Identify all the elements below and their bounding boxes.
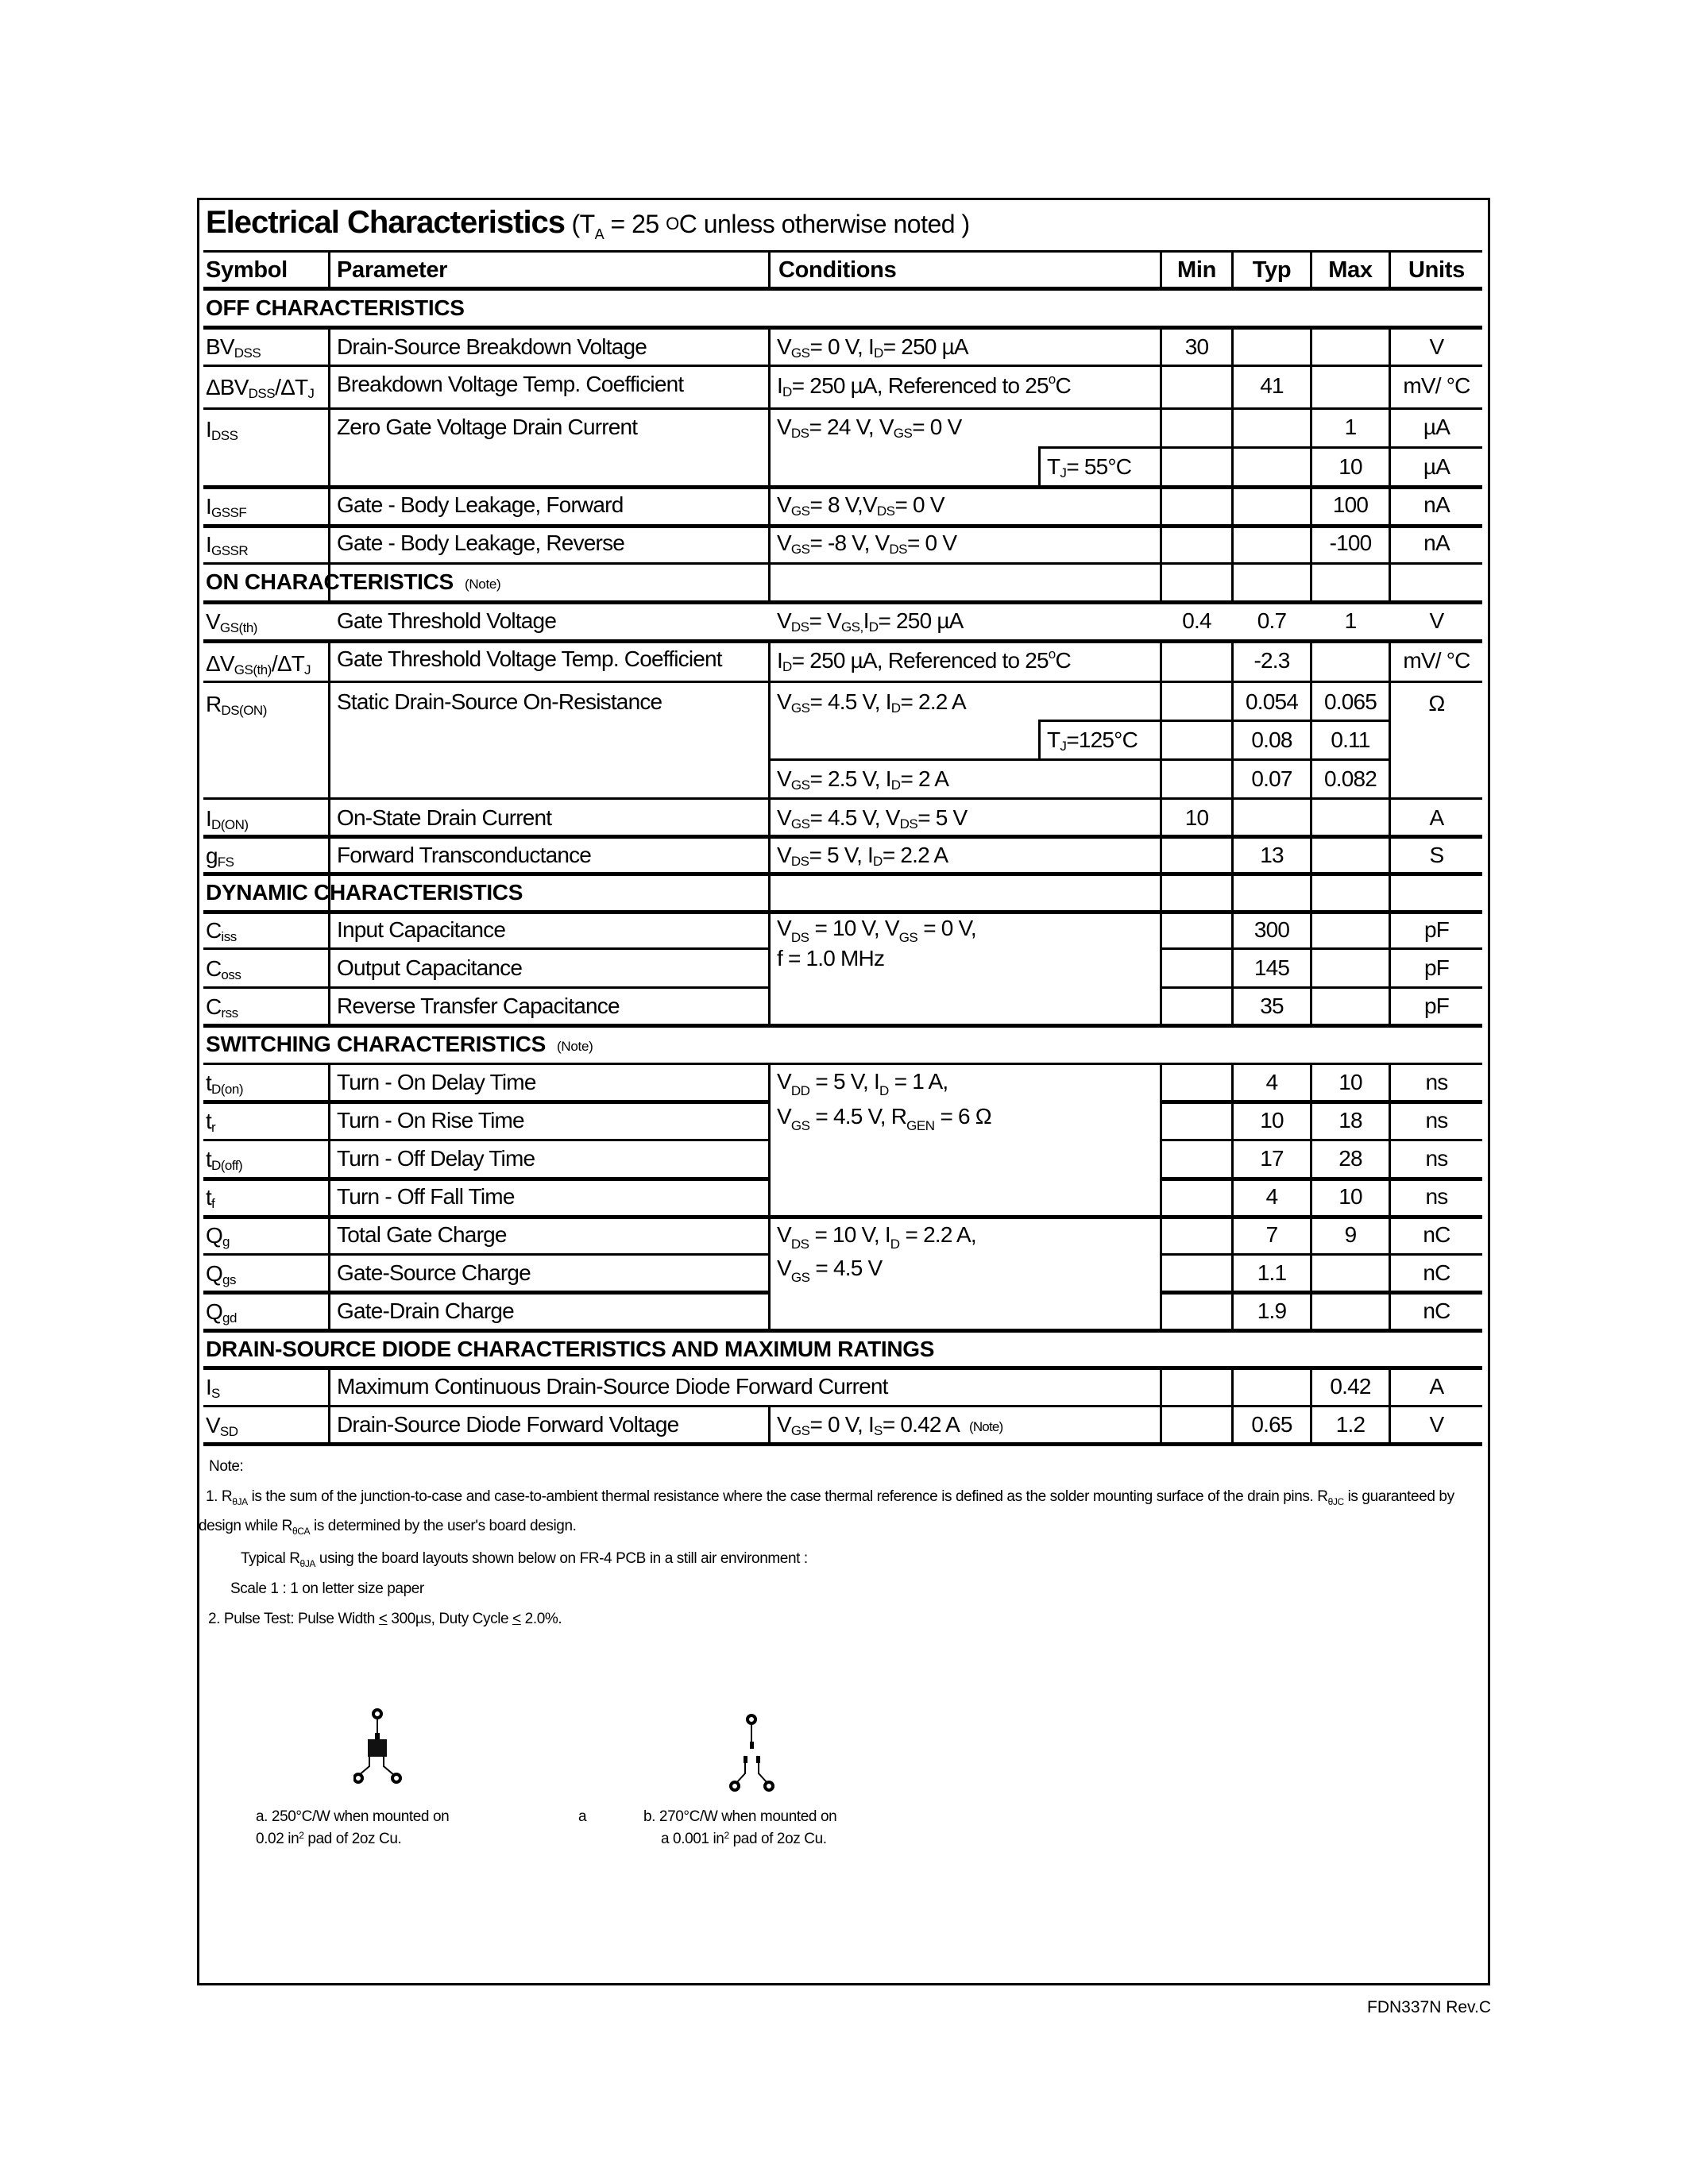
col-divider (328, 326, 330, 602)
symbol: Q $_g$ (206, 1223, 230, 1249)
typ: 4 (1265, 1070, 1278, 1094)
max: -100 (1329, 531, 1372, 555)
max: 0.42 (1330, 1374, 1371, 1399)
typ: 35 (1260, 994, 1284, 1018)
col-divider (328, 1063, 330, 1330)
max: 10 (1338, 454, 1362, 479)
col-divider (768, 1406, 771, 1445)
units: Ω (1428, 691, 1445, 716)
conditions: V $_{GS}$ = 4.5 V, I $_D$ = 2.2 A (777, 689, 966, 716)
units: V (1429, 1412, 1444, 1437)
col-divider (1160, 911, 1162, 1025)
page-title (206, 205, 970, 241)
units: ns (1425, 1146, 1448, 1171)
typ: 0.65 (1251, 1412, 1292, 1437)
section-off: OFF CHARACTERISTICS (206, 295, 465, 320)
conditions: V $_{GS}$ = 0 V, I $_S$ = 0.42 A (Note) (777, 1412, 1003, 1438)
max: 0.065 (1323, 689, 1377, 714)
typ: 4 (1265, 1184, 1278, 1209)
symbol: t $_f$ (206, 1185, 215, 1211)
conditions: V $_{GS}$ = 4.5 V, V $_{DS}$ = 5 V (777, 805, 968, 832)
symbol: I $_{GSSR}$ (206, 532, 249, 558)
max: 28 (1338, 1146, 1362, 1171)
title-condition: ($T_A = 25$ $^O$C unless otherwise noted ) (571, 210, 970, 242)
units: nA (1423, 492, 1450, 517)
col-divider (1310, 911, 1312, 1025)
max: 9 (1344, 1222, 1357, 1247)
note-2: 2. Pulse Test: Pulse Width < 300µs, Duty Cycle < 2.0%. (208, 1611, 562, 1627)
typ: 17 (1260, 1146, 1284, 1171)
conditions: $V_{DS} = 10$ V, $V_{GS} = 0$ V, f = 1.0 MHz (777, 916, 976, 970)
max: 0.11 (1331, 727, 1370, 752)
units: A (1429, 805, 1444, 830)
conditions: V $_{GS}$ = 2.5 V, I $_D$ = 2 A (777, 766, 949, 793)
max: 0.082 (1323, 766, 1377, 791)
units: V (1429, 334, 1444, 359)
units: ns (1425, 1070, 1448, 1094)
typ: -2.3 (1253, 648, 1290, 673)
figure-a-caption: a. 250°C/W when mounted on 0.02 $in^2$ pad of 2oz Cu. (256, 1808, 450, 1847)
conditions: $V_{DS} = 10$ V, $I_D = 2.2$ A, $V_{GS} = 4.5$ V (777, 1222, 976, 1285)
units: S (1429, 843, 1444, 867)
stray-label: a (578, 1808, 587, 1825)
section-dynamic: DYNAMIC CHARACTERISTICS (206, 880, 523, 905)
typ: 300 (1253, 917, 1290, 942)
conditions: $V_{DD} = 5$ V, $I_D = 1$ A, $V_{GS} = 4.5$ V, $R_{GEN} = 6$ Ω (777, 1069, 991, 1133)
max: 100 (1332, 492, 1369, 517)
units: nA (1423, 531, 1450, 555)
header-max: Max (1328, 257, 1373, 283)
units: µA (1423, 454, 1450, 479)
symbol: I $_S$ (206, 1375, 220, 1401)
symbol: I $_{GSSF}$ (206, 494, 247, 520)
max: 18 (1338, 1108, 1362, 1133)
typ: 7 (1265, 1222, 1278, 1247)
parameter: Drain-Source Breakdown Voltage (337, 334, 647, 359)
parameter: Gate-Source Charge (337, 1260, 531, 1285)
parameter: Total Gate Charge (337, 1222, 507, 1247)
symbol: ΔBV $_{DSS}$ /ΔT $_J$ (206, 375, 315, 401)
symbol: Q $_{gs}$ (206, 1261, 236, 1287)
min: 30 (1184, 334, 1209, 359)
typ: 0.054 (1245, 689, 1299, 714)
parameter: Turn - Off Fall Time (337, 1184, 515, 1209)
notes-heading: Note: (209, 1458, 244, 1475)
conditions: V $_{GS}$ = -8 V, V $_{DS}$ = 0 V (777, 531, 957, 557)
header-conditions: Conditions (778, 257, 897, 283)
footprint-a-icon (353, 1707, 425, 1795)
units: µA (1423, 415, 1450, 439)
tj-condition: T $_J$ = 55°C (1047, 454, 1132, 480)
col-divider (1160, 326, 1162, 602)
col-divider (768, 251, 771, 289)
units: V (1429, 608, 1444, 633)
conditions: V $_{DS}$ = 5 V, I $_D$ = 2.2 A (777, 843, 948, 869)
conditions: V $_{DS}$ = V $_{GS,}$ I $_D$ = 250 µA (777, 608, 964, 635)
units: mV/ °C (1403, 648, 1470, 673)
parameter: Turn - On Delay Time (337, 1070, 536, 1094)
typ: 41 (1260, 373, 1284, 398)
tj-condition: T $_J$ =125°C (1047, 727, 1138, 754)
parameter: Static Drain-Source On-Resistance (337, 689, 662, 714)
parameter: Output Capacitance (337, 955, 523, 980)
col-divider (768, 326, 771, 602)
note-typical: Typical $R_{\theta JA}$ using the board layouts shown below on FR-4 PCB in a still air environment : (241, 1550, 808, 1569)
footprint-b-icon (723, 1711, 786, 1803)
symbol: g $_{FS}$ (206, 843, 234, 870)
conditions: I $_D$ = 250 µA, Referenced to 25 $^o$ C (777, 372, 1071, 399)
min: 0.4 (1182, 608, 1211, 633)
typ: 13 (1260, 843, 1284, 867)
section-on: ON CHARACTERISTICS (Note) (206, 569, 501, 594)
conditions: V $_{DS}$ = 24 V, V $_{GS}$ = 0 V (777, 415, 962, 441)
units: nC (1423, 1260, 1450, 1285)
units: ns (1425, 1184, 1448, 1209)
parameter: Gate-Drain Charge (337, 1298, 514, 1323)
header-min: Min (1176, 257, 1217, 283)
col-divider (768, 640, 771, 913)
parameter: Gate Threshold Voltage Temp. Coefficient (337, 646, 722, 671)
typ: 1.1 (1257, 1260, 1287, 1285)
section-switching: SWITCHING CHARACTERISTICS (Note) (206, 1032, 593, 1056)
figure-b-caption: b. 270°C/W when mounted on a 0.001 $in^2$ pad of 2oz Cu. (643, 1808, 837, 1847)
symbol: C $_{rss}$ (206, 994, 238, 1021)
note-1: 1. $R_{\theta JA}$ is the sum of the junction-to-case and case-to-ambient thermal resistance where the case thermal reference is defined as the solder mounting surface of the drain pins. $R_{\theta JC}$ is guaranteed by (206, 1488, 1454, 1507)
typ: 0.07 (1251, 766, 1292, 791)
max: 10 (1338, 1184, 1362, 1209)
title-main: Electrical Characteristics (206, 205, 566, 240)
symbol: ΔV $_{GS(th)}$ /ΔT $_J$ (206, 651, 311, 677)
symbol: V $_{SD}$ (206, 1413, 238, 1439)
symbol: BV $_{DSS}$ (206, 334, 261, 361)
symbol: t $_{D(on)}$ (206, 1071, 243, 1097)
parameter: Gate - Body Leakage, Reverse (337, 531, 625, 555)
symbol: t $_r$ (206, 1109, 216, 1135)
section-diode: DRAIN-SOURCE DIODE CHARACTERISTICS AND MAXIMUM RATINGS (206, 1337, 935, 1361)
header-symbol: Symbol (206, 257, 288, 283)
typ: 145 (1253, 955, 1290, 980)
header-parameter: Parameter (337, 257, 448, 283)
typ: 1.9 (1257, 1298, 1287, 1323)
units: nC (1423, 1298, 1450, 1323)
conditions: V $_{GS}$ = 0 V, I $_D$ = 250 µA (777, 334, 968, 361)
parameter: Maximum Continuous Drain-Source Diode Forward Current (337, 1374, 888, 1399)
units: pF (1423, 955, 1450, 980)
units: ns (1425, 1108, 1448, 1133)
col-divider (1160, 640, 1162, 913)
symbol: C $_{iss}$ (206, 918, 237, 944)
parameter: Turn - Off Delay Time (337, 1146, 535, 1171)
symbol: R $_{DS(ON)}$ (206, 692, 267, 718)
parameter: Drain-Source Diode Forward Voltage (337, 1412, 679, 1437)
parameter: Zero Gate Voltage Drain Current (337, 415, 638, 439)
symbol: t $_{D(off)}$ (206, 1147, 243, 1173)
units: pF (1423, 917, 1450, 942)
units: A (1429, 1374, 1444, 1399)
min: 10 (1184, 805, 1209, 830)
max: 1.2 (1335, 1412, 1365, 1437)
note-scale: Scale 1 : 1 on letter size paper (230, 1580, 424, 1597)
symbol: Q $_{gd}$ (206, 1299, 237, 1325)
col-divider (768, 1063, 771, 1330)
col-divider (328, 1367, 330, 1445)
conditions: V $_{GS}$ = 8 V,V $_{DS}$ = 0 V (777, 492, 944, 519)
parameter: Gate - Body Leakage, Forward (337, 492, 624, 517)
note-1-cont: design while $R_{\theta CA}$ is determined by the user's board design. (199, 1518, 577, 1537)
col-divider (328, 640, 330, 913)
col-divider (1160, 1367, 1162, 1445)
col-divider (1038, 720, 1041, 759)
part-revision: FDN337N Rev.C (1367, 1998, 1491, 2016)
units: nC (1423, 1222, 1450, 1247)
symbol: I $_{DSS}$ (206, 417, 238, 443)
typ: 10 (1260, 1108, 1284, 1133)
symbol: C $_{oss}$ (206, 956, 241, 982)
max: 10 (1338, 1070, 1362, 1094)
header-typ: Typ (1252, 257, 1292, 283)
col-divider (1160, 1063, 1162, 1330)
typ: 0.08 (1251, 727, 1292, 752)
col-divider (328, 251, 330, 289)
col-divider (1038, 446, 1041, 486)
units: pF (1423, 994, 1450, 1018)
parameter: Reverse Transfer Capacitance (337, 994, 620, 1018)
parameter: Breakdown Voltage Temp. Coefficient (337, 372, 684, 396)
parameter: Turn - On Rise Time (337, 1108, 524, 1133)
units: mV/ °C (1403, 373, 1470, 398)
symbol: V $_{GS(th)}$ (206, 609, 257, 635)
typ: 0.7 (1257, 608, 1287, 633)
parameter: On-State Drain Current (337, 805, 552, 830)
symbol: I $_{D(ON)}$ (206, 806, 249, 832)
max: 1 (1344, 415, 1357, 439)
col-divider (328, 911, 330, 1025)
conditions: I $_D$ = 250 µA, Referenced to 25 $^o$ C (777, 646, 1071, 674)
parameter: Input Capacitance (337, 917, 506, 942)
parameter: Gate Threshold Voltage (337, 608, 557, 633)
max: 1 (1344, 608, 1357, 633)
parameter: Forward Transconductance (337, 843, 592, 867)
header-units: Units (1408, 257, 1465, 283)
col-divider (768, 911, 771, 1025)
